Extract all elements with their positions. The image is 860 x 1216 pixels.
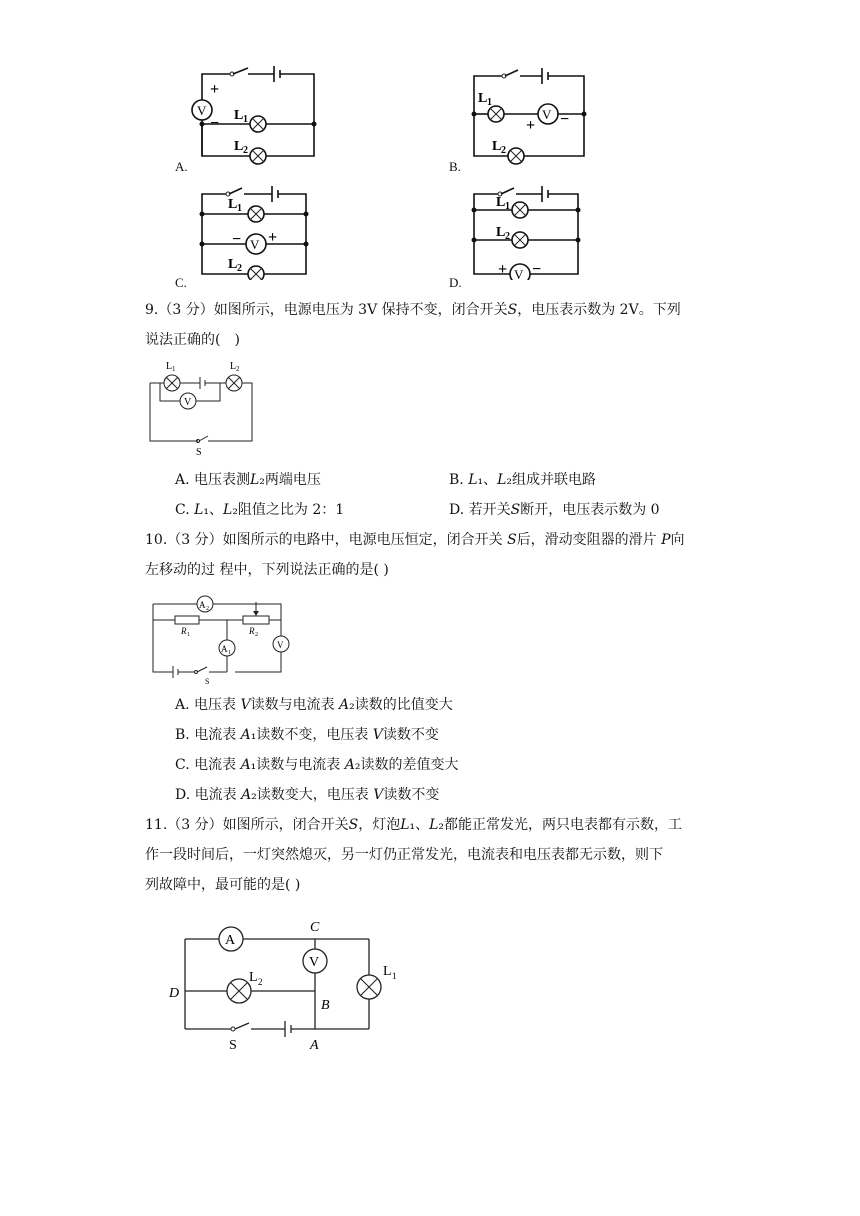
svg-text:1: 1 [392,971,397,981]
q8-diagram-b [468,62,598,172]
svg-text:R: R [249,626,255,636]
q9-circuit-diagram [140,355,266,461]
svg-text:L: L [249,970,258,985]
q8-option-a-label: A. [175,159,188,174]
svg-text:V: V [514,267,524,280]
svg-text:L: L [383,964,392,979]
q9-option-d[interactable]: D. 若开关𝑆断开，电压表示数为 0 [449,502,660,518]
svg-text:A: A [225,933,236,948]
svg-text:L: L [228,257,238,272]
svg-text:−: − [532,261,542,278]
q11-circuit-diagram [165,915,405,1055]
svg-text:S: S [229,1038,237,1053]
svg-text:A: A [199,600,206,610]
q9-option-b[interactable]: B. 𝐿₁、𝐿₂组成并联电路 [449,472,597,488]
svg-text:L: L [492,139,502,154]
svg-text:2: 2 [237,263,242,274]
q9-option-c[interactable]: C. 𝐿₁、𝐿₂阻值之比为 2：1 [175,502,345,518]
svg-text:1: 1 [505,201,510,212]
q8-diagram-a [190,62,330,172]
svg-text:2: 2 [255,632,258,638]
svg-text:R: R [181,626,187,636]
q10-stem-line2: 左移动的过 程中，下列说法正确的是( ) [145,562,389,578]
svg-text:2: 2 [206,606,209,612]
q8-option-c-label: C. [175,275,187,290]
q9-stem-line1: 9.（3 分）如图所示，电源电压为 3V 保持不变，闭合开关𝑆，电压表示数为 2V。下列 [145,302,681,318]
svg-text:−: − [210,115,220,132]
svg-text:2: 2 [243,145,248,156]
svg-text:A: A [221,644,228,654]
svg-text:2: 2 [258,977,263,987]
svg-text:L: L [496,195,506,210]
q11-stem-line2: 作一段时间后，一灯突然熄灭，另一灯仍正常发光，电流表和电压表都无示数，则下 [145,847,663,863]
svg-text:−: − [232,231,242,248]
svg-text:L: L [234,108,244,123]
svg-text:−: − [560,111,570,128]
q10-circuit-diagram [145,590,305,684]
svg-text:1: 1 [172,365,176,373]
svg-text:L: L [478,91,488,106]
svg-text:1: 1 [487,97,492,108]
svg-text:1: 1 [237,203,242,214]
q9-stem-line2: 说法正确的( ) [145,332,240,348]
svg-text:1: 1 [228,650,231,656]
svg-text:V: V [309,955,320,970]
q11-stem-line3: 列故障中，最可能的是( ) [145,877,301,893]
svg-text:2: 2 [236,365,240,373]
voltmeter-label: V [197,103,207,118]
svg-text:L: L [230,361,237,372]
svg-text:2: 2 [505,231,510,242]
q8-diagram-d [468,182,588,280]
svg-text:L: L [234,139,244,154]
q10-option-c[interactable]: C. 电流表 𝐴₁读数与电流表 𝐴₂读数的差值变大 [175,757,459,773]
svg-text:+: + [498,261,508,278]
q10-stem-line1: 10.（3 分）如图所示的电路中，电源电压恒定，闭合开关 𝑆后，滑动变阻器的滑片 𝑃向 [145,532,685,548]
svg-text:1: 1 [243,114,248,125]
svg-text:V: V [542,107,552,122]
svg-text:S: S [205,677,210,684]
svg-text:D: D [169,986,180,1001]
svg-text:B: B [321,998,330,1013]
q10-option-a[interactable]: A. 电压表 𝑉读数与电流表 𝐴₂读数的比值变大 [175,697,453,713]
svg-text:V: V [184,397,192,408]
q8-option-b-label: B. [449,159,461,174]
q10-option-b[interactable]: B. 电流表 𝐴₁读数不变，电压表 𝑉读数不变 [175,727,439,743]
svg-text:A: A [310,1038,319,1053]
q9-option-a[interactable]: A. 电压表测𝐿₂两端电压 [175,472,321,488]
svg-text:C: C [310,920,320,935]
q8-option-d-label: D. [449,275,462,290]
svg-text:V: V [250,237,260,252]
svg-text:+: + [268,229,278,246]
svg-text:L: L [228,197,238,212]
svg-text:+: + [526,117,536,134]
svg-text:L: L [496,225,506,240]
q10-option-d[interactable]: D. 电流表 𝐴₂读数变大，电压表 𝑉读数不变 [175,787,440,803]
svg-text:L: L [166,361,173,372]
svg-text:1: 1 [187,632,190,638]
svg-text:+: + [210,81,220,98]
svg-text:S: S [196,447,202,458]
q8-diagram-c [196,182,316,280]
svg-text:2: 2 [501,145,506,156]
q11-stem-line1: 11.（3 分）如图所示，闭合开关𝑆，灯泡𝐿₁、𝐿₂都能正常发光，两只电表都有示数，工 [145,817,683,833]
svg-text:V: V [277,640,284,650]
